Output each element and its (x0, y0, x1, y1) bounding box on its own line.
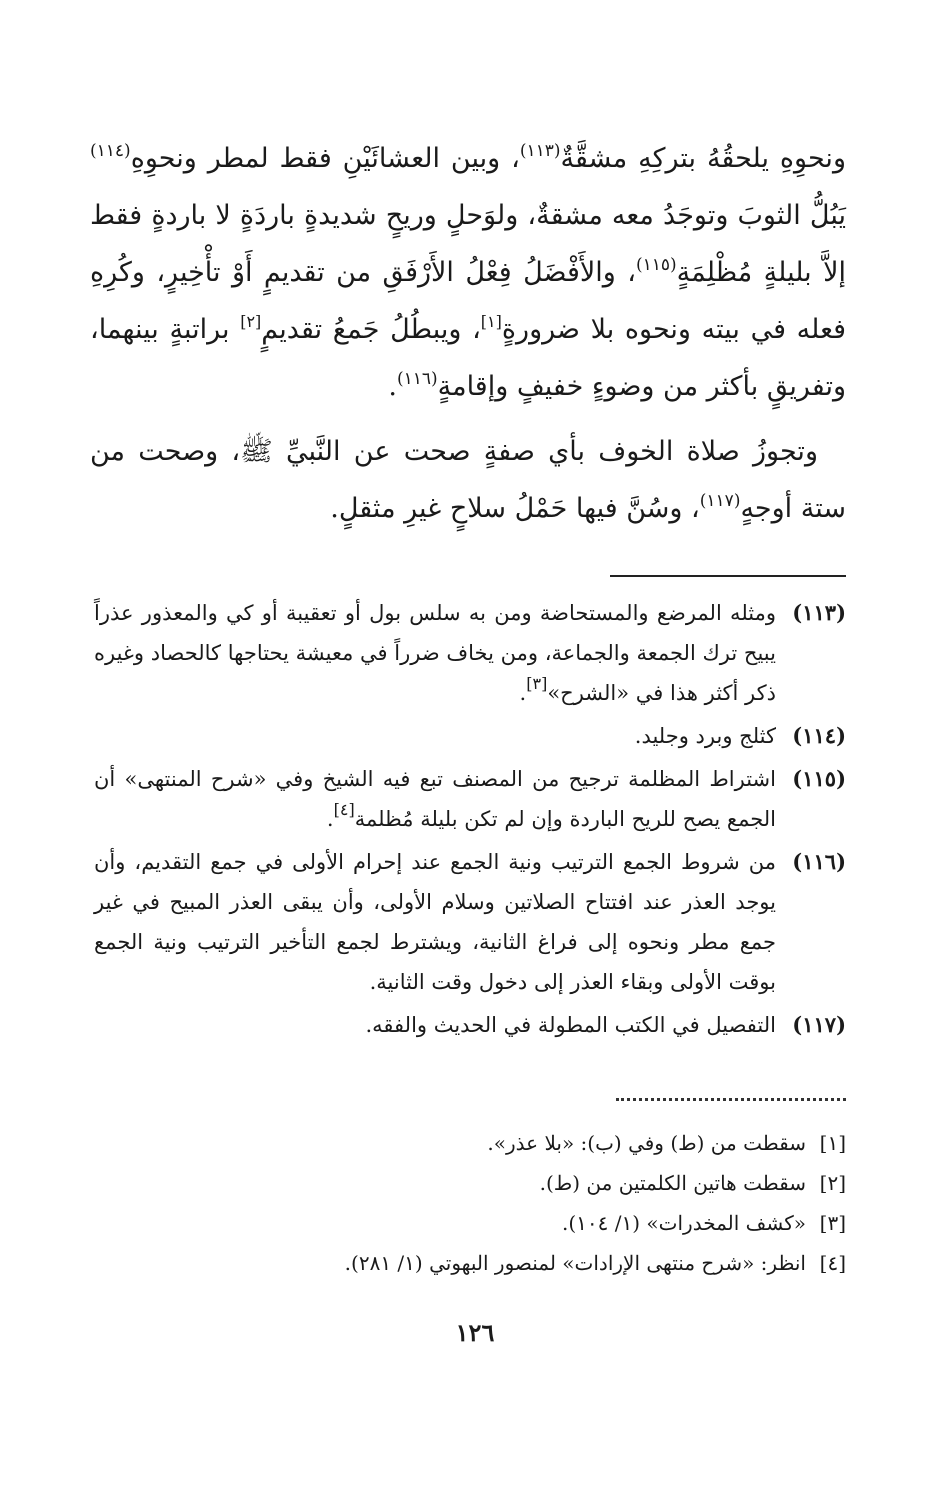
bracket-note-ref: [٤] (333, 800, 355, 819)
footnote-text-block (94, 842, 776, 1002)
text-run: ، وسُنَّ فيها حَمْلُ سلاحٍ غيرِ مثقلٍ. (330, 493, 700, 524)
main-text (90, 130, 846, 537)
text-run: ، وبين العشائَيْنِ فقط لمطر ونحوِهِ (130, 143, 520, 174)
bracket-note-ref: [٣] (526, 674, 548, 693)
bracket-note-text: «كشف المخدرات» (١/ ١٠٤). (562, 1211, 806, 1235)
footnote-ref: (١١٦) (396, 369, 438, 389)
footnote-text-block (94, 593, 776, 713)
body-paragraph (90, 423, 846, 537)
bracket-note-number: [٣] (819, 1211, 846, 1235)
footnote (94, 593, 846, 713)
footnote-text: كثلج وبرد وجليد. (634, 724, 776, 748)
bracket-note-number: [١] (819, 1131, 846, 1155)
footnote-number: (١١٥) (792, 766, 846, 791)
footnote-text: ومثله المرضع والمستحاضة ومن به سلس بول أو تعقيبة أو كي والمعذور عذراً يبيح ترك الجمعة والجماعة، ومن يخاف ضرراً في معيشة يحتاجها كالحصاد وغيره ذكر أكثر هذا في «الشرح» (94, 601, 776, 705)
text-run: يَبُلُّ الثوبَ وتوجَدُ معه مشقةٌ، ولوَحلٍ وريحٍ شديدةٍ باردَةٍ لا باردةٍ فقط إلاَّ بليلةٍ مُظْلِمَةٍ (90, 200, 846, 288)
text-run: ، ويبطُلُ جَمعُ تقديمٍ (261, 314, 481, 345)
bracket-note-text: سقطت هاتين الكلمتين من (ط). (539, 1171, 806, 1195)
footnote-tail: . (519, 681, 527, 705)
text-run: ، والأَفْضَلُ فِعْلُ الأَرْفَقِ من تقديمٍ أَوْ تأْخِيرٍ، وكُرِهِ فعله في بيته ونحوه بلا ضرورةٍ (90, 257, 846, 345)
footnote-text: اشتراط المظلمة ترجيح من المصنف تبع فيه الشيخ وفي «شرح المنتهى» أن الجمع يصح للريح الباردة وإن لم تكن بليلة مُظلمة (94, 767, 776, 831)
bracket-note (94, 1243, 846, 1283)
footnote (94, 759, 846, 839)
bracket-note-ref: [١] (480, 312, 502, 331)
bracket-note-text: سقطت من (ط) وفي (ب): «بلا عذر». (487, 1131, 806, 1155)
bracket-note-number: [٤] (819, 1251, 846, 1275)
footnote-number: (١١٧) (792, 1012, 846, 1037)
footnote-text-block (94, 759, 776, 839)
footnote-number: (١١٦) (792, 849, 846, 874)
bracket-note (94, 1123, 846, 1163)
bracket-note (94, 1163, 846, 1203)
bracket-note-text: انظر: «شرح منتهى الإرادات» لمنصور البهوتي (١/ ٢٨١). (344, 1251, 806, 1275)
body-paragraph (90, 130, 846, 415)
bracket-notes (94, 1123, 846, 1283)
footnotes (94, 593, 846, 1048)
footnote (94, 842, 846, 1002)
footnote-ref: (١١٣) (519, 141, 561, 161)
bracket-note-ref: [٢] (240, 312, 262, 331)
footnote-ref: (١١٥) (635, 255, 677, 275)
footnote-number: (١١٤) (792, 723, 846, 748)
text-run: براتبةٍ بينهما، وتفريقٍ بأكثر من وضوءٍ خفيفٍ وإقامةٍ (90, 314, 846, 402)
dotted-separator (616, 1098, 846, 1101)
bracket-note-number: [٢] (819, 1171, 846, 1195)
footnote-ref: (١١٤) (90, 141, 131, 161)
footnote-tail: . (326, 807, 334, 831)
text-run: . (388, 371, 397, 402)
page-number: ١٢٦ (455, 1318, 495, 1347)
footnote-text: التفصيل في الكتب المطولة في الحديث والفقه. (365, 1013, 776, 1037)
footnote-text-block (94, 716, 776, 756)
bracket-note (94, 1203, 846, 1243)
footnote-separator (610, 575, 846, 577)
text-run: وتجوزُ صلاة الخوف بأي صفةٍ صحت عن النَّبيِّ ﷺ، وصحت من ستة أوجهٍ (90, 436, 846, 524)
footnote-text-block (94, 1005, 776, 1045)
footnote (94, 1005, 846, 1045)
footnote-text: من شروط الجمع الترتيب ونية الجمع عند إحرام الأولى في جمع التقديم، وأن يوجد العذر عند افتتاح الصلاتين وسلام الأولى، وأن يبقى العذر المبيح في غير جمع مطر ونحوه إلى فراغ الثانية، ويشترط لجمع التأخير الترتيب ونية الجمع بوقت الأولى وبقاء العذر إلى دخول وقت الثانية. (94, 850, 776, 994)
footnote-number: (١١٣) (792, 600, 846, 625)
footnote-ref: (١١٧) (699, 491, 741, 511)
footnote (94, 716, 846, 756)
text-run: ونحوِهِ يلحقُهُ بتركِهِ مشقَّةٌ (560, 143, 846, 174)
